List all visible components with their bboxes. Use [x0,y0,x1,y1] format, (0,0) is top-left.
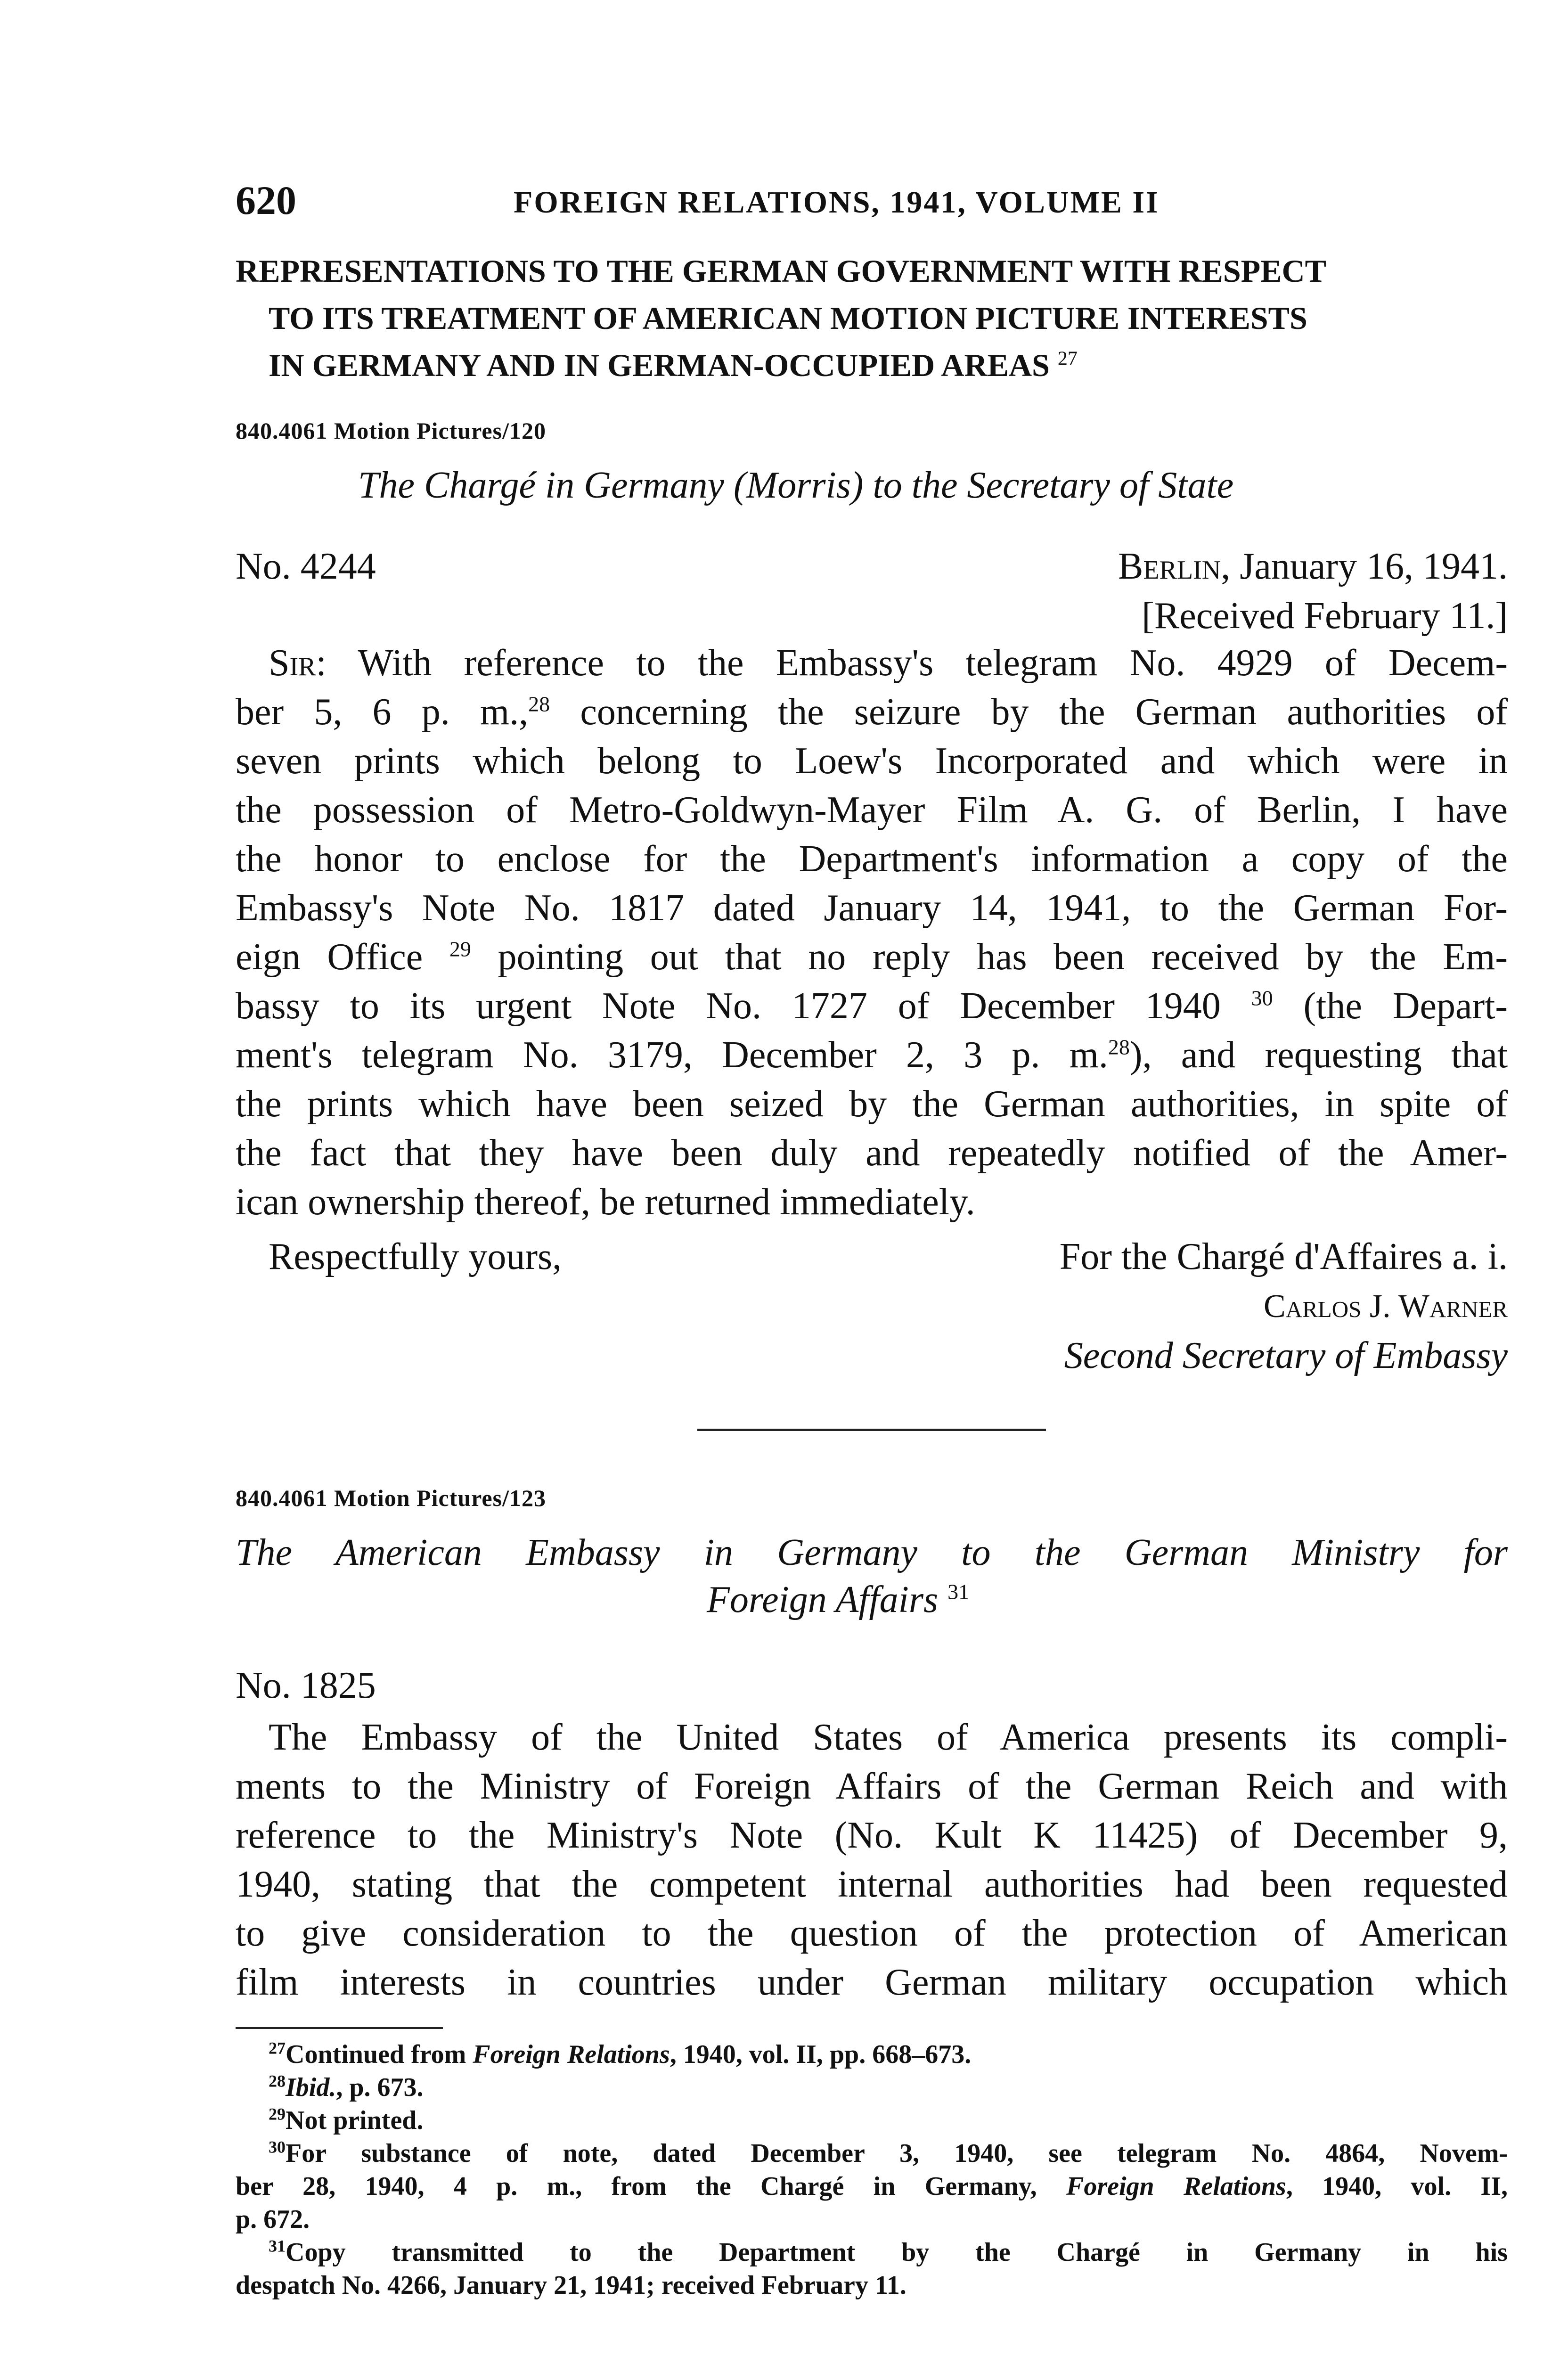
text-line: Sir: With reference to the Embassy's telegram No. 4929 of Decem- [269,642,1508,684]
note-body [236,1713,1508,2007]
footnote-28: $^{28}$Ibid., p. 673. [269,2071,424,2102]
text-line: Embassy's Note No. 1817 dated January 14, 1941, to the German For- [236,887,1508,929]
text-line: the prints which have been seized by the German authorities, in spite of [236,1083,1508,1125]
footnotes [236,2038,1508,2302]
section-heading [236,247,1508,389]
signature-for: For the Chargé d'Affaires a. i. [1059,1236,1508,1277]
footnote-ref: 29 [449,937,471,961]
running-title: FOREIGN RELATIONS, 1941, VOLUME II [514,185,1160,220]
footnote-30-cont: ber 28, 1940, 4 p. m., from the Chargé in Germany, Foreign Relations, 1940, vol. II, [236,2172,1508,2201]
text-line: to give consideration to the question of the protection of American [236,1913,1508,1954]
document-title-line2: Foreign Affairs $^{31}$ [707,1579,970,1620]
footnote-31-cont: despatch No. 4266, January 21, 1941; received February 11. [236,2271,906,2300]
section-divider [697,1429,1046,1431]
footnote-30: $^{30}$For substance of note, dated December 3, 1940, see telegram No. 4864, Novem- [269,2137,1508,2168]
text-line: ments to the Ministry of Foreign Affairs of the German Reich and with [236,1766,1508,1807]
text-line: 1940, stating that the competent internal authorities had been requested [236,1864,1508,1905]
footnote-31: $^{31}$Copy transmitted to the Department by the Chargé in Germany in his [269,2236,1508,2267]
document-number: No. 4244 [236,546,376,587]
footnote-ref: 31 [947,1579,970,1604]
text-line: film interests in countries under German military occupation which [236,1962,1508,2003]
received-date: [Received February 11.] [1142,595,1508,637]
text-line: reference to the Ministry's Note (No. Kult K 11425) of December 9, [236,1815,1508,1856]
place: Berlin [1118,546,1221,587]
footnote-30-cont: p. 672. [236,2205,310,2234]
document-number: No. 1825 [236,1665,376,1706]
signer-name: Carlos J. Warner [1264,1288,1508,1325]
text-line: ber 5, 6 p. m.,$^{28}$ concerning the seizure by the German authorities of [236,691,1508,733]
file-reference: 840.4061 Motion Pictures/120 [236,417,546,444]
text-line: ment's telegram No. 3179, December 2, 3 p. m.$^{28}$), and requesting that [236,1034,1508,1076]
footnote-ref: 27 [1057,348,1078,370]
text-line: The Embassy of the United States of America presents its compli- [269,1717,1508,1758]
section-heading-line: REPRESENTATIONS TO THE GERMAN GOVERNMENT WITH RESPECT [236,253,1327,289]
text-line: the honor to enclose for the Department's information a copy of the [236,838,1508,880]
text-line: seven prints which belong to Loew's Incorporated and which were in [236,740,1508,782]
signer-title: Second Secretary of Embassy [1064,1335,1508,1376]
page-number: 620 [236,178,296,223]
text-line: eign Office $^{29}$ pointing out that no reply has been received by the Em- [236,936,1508,978]
footnote-29: $^{29}$Not printed. [269,2104,424,2135]
date: , January 16, 1941. [1221,546,1508,587]
footnote-27: $^{27}$Continued from Foreign Relations, 1940, vol. II, pp. 668–673. [269,2038,972,2069]
file-reference: 840.4061 Motion Pictures/123 [236,1485,546,1511]
footnote-ref: 28 [1108,1035,1130,1059]
footnote-rule [236,2027,443,2029]
text-line: the possession of Metro-Goldwyn-Mayer Film A. G. of Berlin, I have [236,789,1508,831]
footnote-ref: 30 [1251,986,1273,1010]
footnote-ref: 28 [528,692,550,716]
document-title: The Chargé in Germany (Morris) to the Secretary of State [358,465,1234,506]
section-heading-line: TO ITS TREATMENT OF AMERICAN MOTION PICTURE INTERESTS [269,300,1307,336]
letter-body [236,638,1508,1227]
text-line: the fact that they have been duly and repeatedly notified of the Amer- [236,1132,1508,1174]
text-line: bassy to its urgent Note No. 1727 of December 1940 $^{30}$ (the Depart- [236,985,1508,1027]
closing: Respectfully yours, [269,1236,562,1277]
section-heading-line: IN GERMANY AND IN GERMAN-OCCUPIED AREAS $^{27}$ [269,347,1078,383]
dateline [1118,542,1508,591]
text-line: ican ownership thereof, be returned immediately. [236,1181,975,1223]
document-title: The American Embassy in Germany to the German Ministry for [236,1532,1508,1573]
